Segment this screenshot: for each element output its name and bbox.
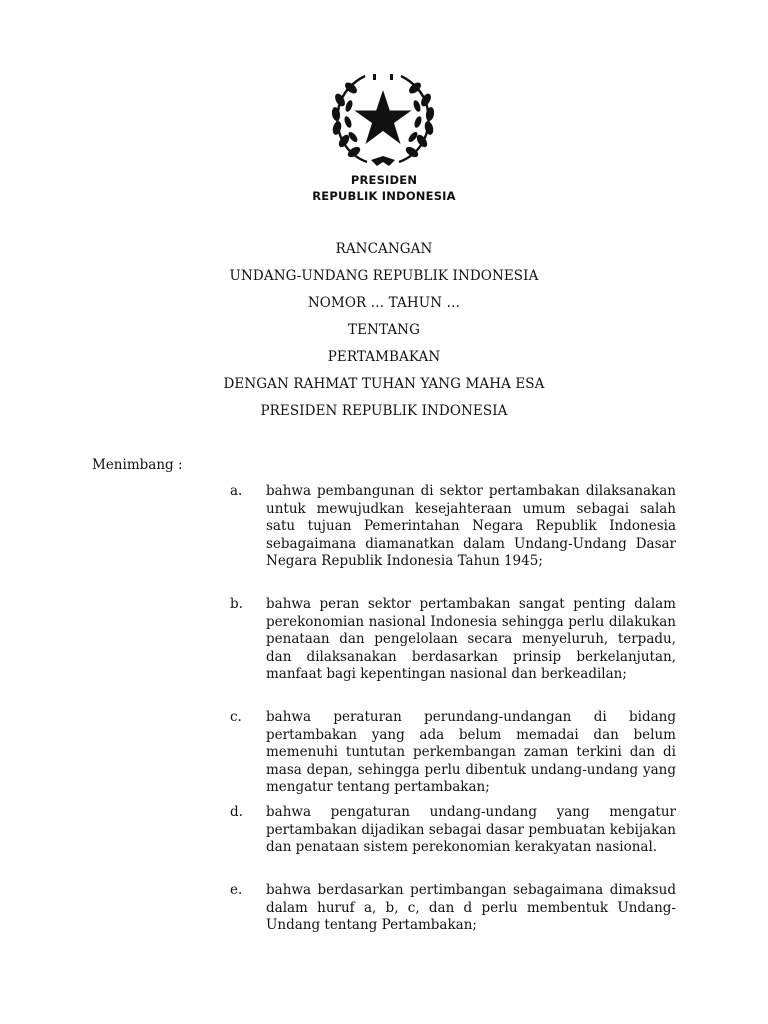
item-text: bahwa pengaturan undang-undang yang mengatur pertambakan dijadikan sebagai dasar pembuatan kebijakan dan penataan sistem perekonomian kerakyatan nasional.	[266, 804, 676, 855]
draft-label: RANCANGAN	[335, 241, 433, 257]
item-marker: c.	[230, 709, 242, 725]
item-text: bahwa peran sektor pertambakan sangat penting dalam perekonomian nasional Indonesia sehingga perlu dilakukan penataan dan pengelolaan secara menyeluruh, terpadu, dan dilaksanakan berdasarkan prinsip berkelanjutan, manfaat bagi kepentingan nasional dan berkeadilan;	[266, 596, 676, 682]
item-marker: e.	[230, 882, 243, 898]
item-text: bahwa peraturan perundang-undangan di bidang pertambakan yang ada belum memadai dan belum memenuhi tuntutan perkembangan zaman terkini dan di masa depan, sehingga perlu dibentuk undang-undang yang mengatur tentang pertambakan;	[266, 709, 676, 795]
president-line: PRESIDEN REPUBLIK INDONESIA	[260, 403, 508, 419]
item-text: bahwa berdasarkan pertimbangan sebagaimana dimaksud dalam huruf a, b, c, dan d perlu membentuk Undang-Undang tentang Pertambakan;	[266, 882, 676, 933]
emblem-title: PRESIDEN	[350, 173, 418, 187]
item-text: bahwa pembangunan di sektor pertambakan dilaksanakan untuk mewujudkan kesejahteraan umum sebagai salah satu tujuan Pemerintahan Negara Republik Indonesia sebagaimana diamanatkan dalam Undang-Undang Dasar Negara Republik Indonesia Tahun 1945;	[266, 483, 676, 569]
considering-label: Menimbang :	[92, 457, 183, 473]
subject-title: PERTAMBAKAN	[327, 349, 441, 365]
item-marker: a.	[230, 483, 243, 499]
item-marker: b.	[230, 596, 243, 612]
law-title: UNDANG-UNDANG REPUBLIK INDONESIA	[229, 268, 539, 284]
item-marker: d.	[230, 804, 243, 820]
emblem-subtitle: REPUBLIK INDONESIA	[312, 189, 456, 203]
about-label: TENTANG	[348, 322, 420, 338]
garuda-star-emblem-icon	[327, 70, 439, 170]
blessing-line: DENGAN RAHMAT TUHAN YANG MAHA ESA	[223, 376, 545, 392]
law-number: NOMOR … TAHUN …	[307, 295, 461, 311]
